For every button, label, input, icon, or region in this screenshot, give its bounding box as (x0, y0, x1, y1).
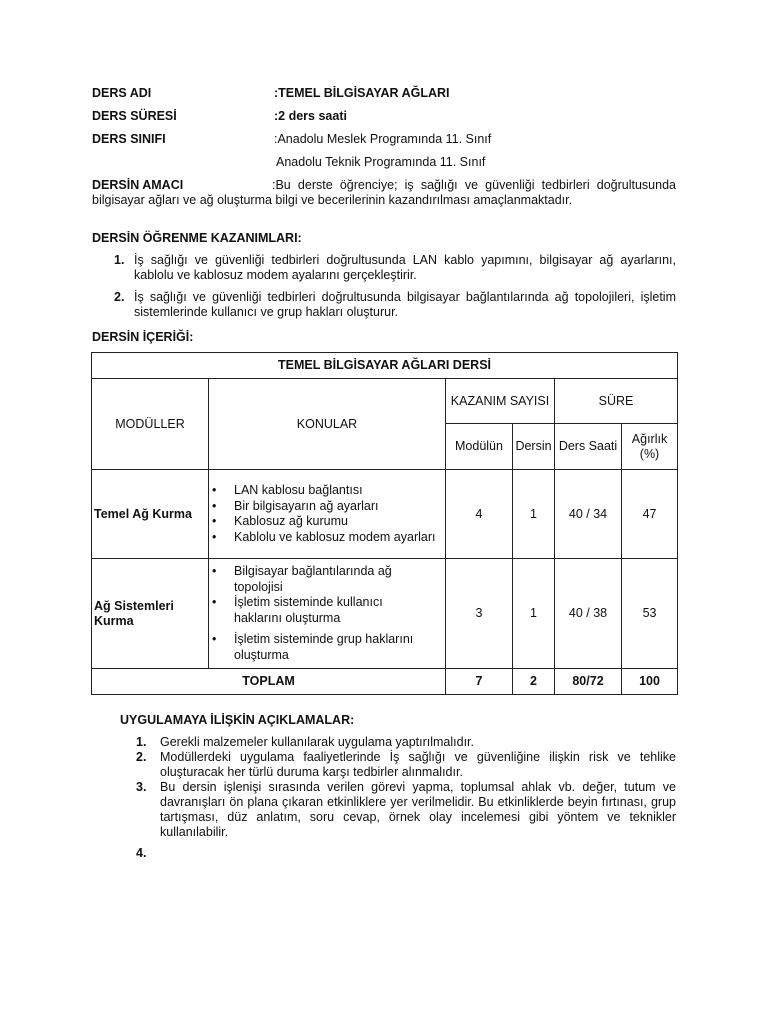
course-class-row (92, 130, 682, 148)
list-item: 1. İş sağlığı ve güvenliği tedbirleri doğrultusunda LAN kablo yapımını, bilgisayar ağ ayarlarını, kablolu ve kablosuz modem ayalarını gerçekleştirir. (114, 253, 676, 282)
course-aim-label: DERSİN AMACI (92, 178, 184, 192)
module-name: Temel Ağ Kurma (92, 470, 209, 559)
col-topics-header: KONULAR (209, 379, 446, 470)
list-item: • Kablolu ve kablosuz modem ayarları (211, 530, 443, 546)
course-duration-row (92, 107, 682, 125)
course-count: 1 (513, 559, 555, 669)
list-item: 3. Bu dersin işlenişi sırasında verilen görevi yapma, toplumsal ahlak vb. değer, tutum ve davranışları ön plana çıkaran etkinliklere yer verilmelidir. Bu etkinliklerde beyin fırtınası, grup tartışması, düz anlatım, soru cevap, örnek olay incelemesi gibi yöntem ve teknikler kullanılabilir. (136, 780, 676, 839)
module-name: Ağ Sistemleri Kurma (92, 559, 209, 669)
topics-cell (209, 470, 446, 559)
total-hours: 80/72 (555, 669, 622, 695)
table-title: TEMEL BİLGİSAYAR AĞLARI DERSİ (92, 353, 678, 379)
list-item: 2. Modüllerdeki uygulama faaliyetlerinde İş sağlığı ve güvenliğine ilişkin risk ve tehlike oluşturacak her türlü duruma karşı tedbirler alınmalıdır. (136, 750, 676, 779)
course-content-table (91, 352, 678, 695)
col-modules-header: MODÜLLER (92, 379, 209, 470)
course-duration-value: :2 ders saati (274, 109, 347, 123)
col-duration-header: SÜRE (555, 379, 678, 424)
list-item: • İşletim sisteminde grup haklarını oluşturma (211, 632, 444, 663)
course-class-value-2: Anadolu Teknik Programında 11. Sınıf (276, 155, 486, 169)
total-label: TOPLAM (92, 669, 446, 695)
course-duration-label: DERS SÜRESİ (92, 109, 177, 123)
sub-hours-header: Ders Saati (555, 424, 622, 470)
module-count: 4 (446, 470, 513, 559)
list-item: • İşletim sisteminde kullanıcı haklarını oluşturma (211, 595, 419, 626)
list-item: 1. Gerekli malzemeler kullanılarak uygulama yaptırılmalıdır. (136, 735, 475, 749)
course-count: 1 (513, 470, 555, 559)
sub-weight-header: Ağırlık (%) (622, 424, 678, 470)
course-aim-value: :Bu derste öğrenciye; iş sağlığı ve güvenliği tedbirleri doğrultusunda bilgisayar ağları ve ağ oluşturma bilgi ve becerilerinin kazandırılması amaçlanmaktadır. (92, 178, 676, 207)
course-class-row-2 (92, 153, 682, 171)
hours: 40 / 38 (555, 559, 622, 669)
list-item: • Bilgisayar bağlantılarında ağ topolojisi (211, 564, 419, 595)
course-name-label: DERS ADI (92, 86, 152, 100)
course-class-label: DERS SINIFI (92, 132, 166, 146)
table-total-row (92, 669, 678, 695)
list-item: • Bir bilgisayarın ağ ayarları (211, 499, 443, 515)
topics-cell (209, 559, 446, 669)
total-module-count: 7 (446, 669, 513, 695)
sub-course-header: Dersin (513, 424, 555, 470)
application-heading: UYGULAMAYA İLİŞKİN AÇIKLAMALAR: (120, 713, 355, 727)
content-heading: DERSİN İÇERİĞİ: (92, 330, 194, 344)
course-class-value-1: :Anadolu Meslek Programında 11. Sınıf (274, 132, 492, 146)
outcomes-heading: DERSİN ÖĞRENME KAZANIMLARI: (92, 231, 302, 245)
module-count: 3 (446, 559, 513, 669)
weight: 53 (622, 559, 678, 669)
list-item: 2. İş sağlığı ve güvenliği tedbirleri doğrultusunda bilgisayar bağlantılarında ağ topolojileri, işletim sistemlerinde kullanıcı ve grup hakları oluşturur. (114, 290, 676, 319)
total-course-count: 2 (513, 669, 555, 695)
hours: 40 / 34 (555, 470, 622, 559)
outcomes-list (92, 253, 676, 326)
table-row (92, 470, 678, 559)
sub-module-header: Modülün (446, 424, 513, 470)
weight: 47 (622, 470, 678, 559)
application-list: 1. Gerekli malzemeler kullanılarak uygulama yaptırılmalıdır. 2. Modüllerdeki uygulama faaliyetlerinde İş sağlığı ve güvenliğine ilişkin risk ve tehlike oluşturacak her türlü duruma karşı tedbirler alınmalıdır. 3. Bu dersin işlenişi sırasında verilen görevi yapma, toplumsal ahlak vb. değer, tutum ve davranışları ön plana çıkaran etkinliklere yer verilmelidir. Bu etkinliklerde beyin fırtınası, grup tartışması, düz anlatım, soru cevap, örnek olay incelemesi gibi yöntem ve teknikler kullanılabilir. 4. (120, 735, 676, 846)
course-name-value: :TEMEL BİLGİSAYAR AĞLARI (274, 86, 450, 100)
list-item: • Kablosuz ağ kurumu (211, 514, 443, 530)
total-weight: 100 (622, 669, 678, 695)
table-title-row (92, 353, 678, 379)
table-row (92, 559, 678, 669)
table-row (92, 379, 678, 424)
col-outcome-count-header: KAZANIM SAYISI (446, 379, 555, 424)
course-aim (92, 178, 676, 207)
list-item: • LAN kablosu bağlantısı (211, 483, 443, 499)
course-name-row (92, 84, 682, 102)
